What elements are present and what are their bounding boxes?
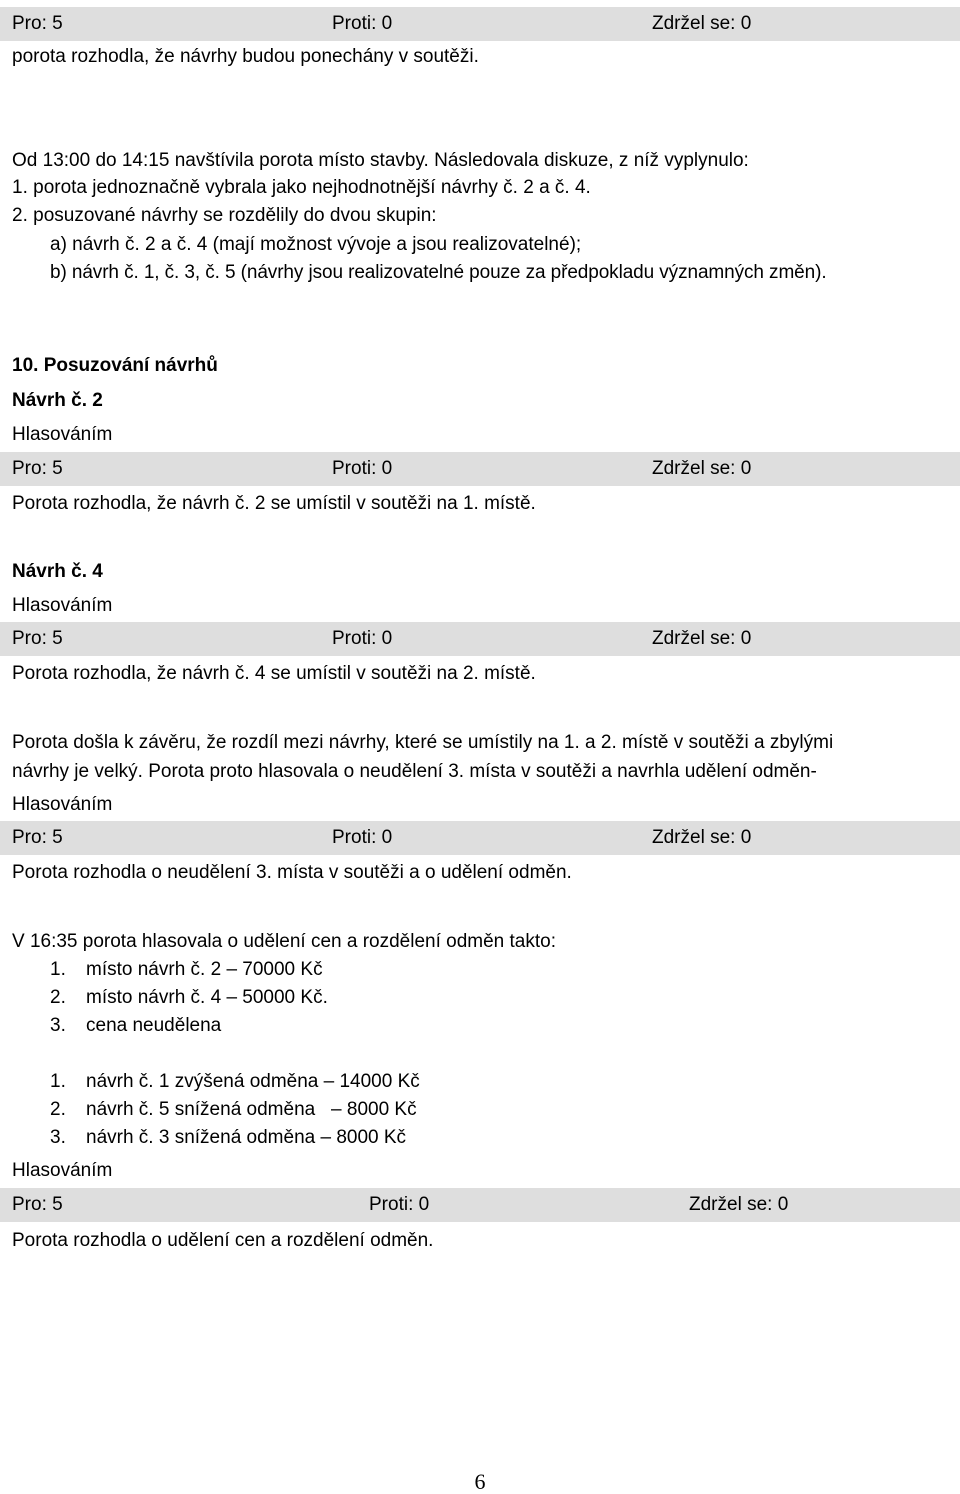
reward-number: 3. — [50, 1127, 66, 1148]
voting-label: Hlasováním — [12, 794, 113, 815]
vote-zdrzel: Zdržel se: 0 — [652, 13, 752, 34]
vote-result-bar — [0, 622, 960, 656]
third-place-result: Porota rozhodla o neudělení 3. místa v soutěži a o udělení odměn. — [12, 862, 572, 883]
intro-result: porota rozhodla, že návrhy budou ponechány v soutěži. — [12, 46, 479, 67]
vote-result-bar — [0, 821, 960, 855]
vote-zdrzel: Zdržel se: 0 — [652, 628, 752, 649]
voting-label: Hlasováním — [12, 595, 113, 616]
site-visit-text: Od 13:00 do 14:15 navštívila porota místo stavby. Následovala diskuze, z níž vyplynulo: — [12, 150, 749, 171]
prize-text: cena neudělena — [86, 1015, 222, 1036]
conclusion-line-1: Porota došla k závěru, že rozdíl mezi návrhy, které se umístily na 1. a 2. místě v soutěži a zbylými — [12, 732, 834, 753]
voting-label: Hlasováním — [12, 424, 113, 445]
vote-proti: Proti: 0 — [332, 827, 393, 848]
section-heading: 10. Posuzování návrhů — [12, 355, 218, 376]
navrh-2-title: Návrh č. 2 — [12, 390, 103, 411]
conclusion-line-2: návrhy je velký. Porota proto hlasovala o neudělení 3. místa v soutěži a navrhla udělení odměn- — [12, 761, 817, 782]
prize-text: místo návrh č. 4 – 50000 Kč. — [86, 987, 328, 1008]
reward-text: návrh č. 1 zvýšená odměna – 14000 Kč — [86, 1071, 420, 1092]
vote-proti: Proti: 0 — [369, 1194, 430, 1215]
navrh-4-result: Porota rozhodla, že návrh č. 4 se umístil v soutěži na 2. místě. — [12, 663, 536, 684]
voting-label: Hlasováním — [12, 1160, 113, 1181]
reward-text: návrh č. 3 snížená odměna – 8000 Kč — [86, 1127, 407, 1148]
vote-pro: Pro: 5 — [12, 628, 63, 649]
vote-pro: Pro: 5 — [12, 458, 63, 479]
vote-pro: Pro: 5 — [12, 13, 63, 34]
vote-pro: Pro: 5 — [12, 827, 63, 848]
navrh-2-result: Porota rozhodla, že návrh č. 2 se umístil v soutěži na 1. místě. — [12, 493, 536, 514]
vote-pro: Pro: 5 — [12, 1194, 63, 1215]
prize-number: 3. — [50, 1015, 66, 1036]
discussion-point-2: 2. posuzované návrhy se rozdělily do dvou skupin: — [12, 205, 437, 226]
awards-intro: V 16:35 porota hlasovala o udělení cen a rozdělení odměn takto: — [12, 931, 556, 952]
discussion-point-2b: b) návrh č. 1, č. 3, č. 5 (návrhy jsou realizovatelné pouze za předpokladu významných změn). — [50, 262, 827, 283]
vote-proti: Proti: 0 — [332, 13, 393, 34]
navrh-4-title: Návrh č. 4 — [12, 561, 103, 582]
vote-zdrzel: Zdržel se: 0 — [652, 458, 752, 479]
vote-zdrzel: Zdržel se: 0 — [689, 1194, 789, 1215]
discussion-point-1: 1. porota jednoznačně vybrala jako nejhodnotnější návrhy č. 2 a č. 4. — [12, 177, 591, 198]
vote-result-bar — [0, 7, 960, 41]
reward-number: 1. — [50, 1071, 66, 1092]
final-result: Porota rozhodla o udělení cen a rozdělení odměn. — [12, 1230, 434, 1251]
prize-number: 1. — [50, 959, 66, 980]
page-number: 6 — [474, 1469, 486, 1494]
vote-result-bar — [0, 1188, 960, 1222]
vote-zdrzel: Zdržel se: 0 — [652, 827, 752, 848]
discussion-point-2a: a) návrh č. 2 a č. 4 (mají možnost vývoje a jsou realizovatelné); — [50, 234, 582, 255]
prize-text: místo návrh č. 2 – 70000 Kč — [86, 959, 323, 980]
reward-text: návrh č. 5 snížená odměna – 8000 Kč — [86, 1099, 417, 1120]
vote-proti: Proti: 0 — [332, 458, 393, 479]
vote-proti: Proti: 0 — [332, 628, 393, 649]
prize-number: 2. — [50, 987, 66, 1008]
vote-result-bar — [0, 452, 960, 486]
reward-number: 2. — [50, 1099, 66, 1120]
